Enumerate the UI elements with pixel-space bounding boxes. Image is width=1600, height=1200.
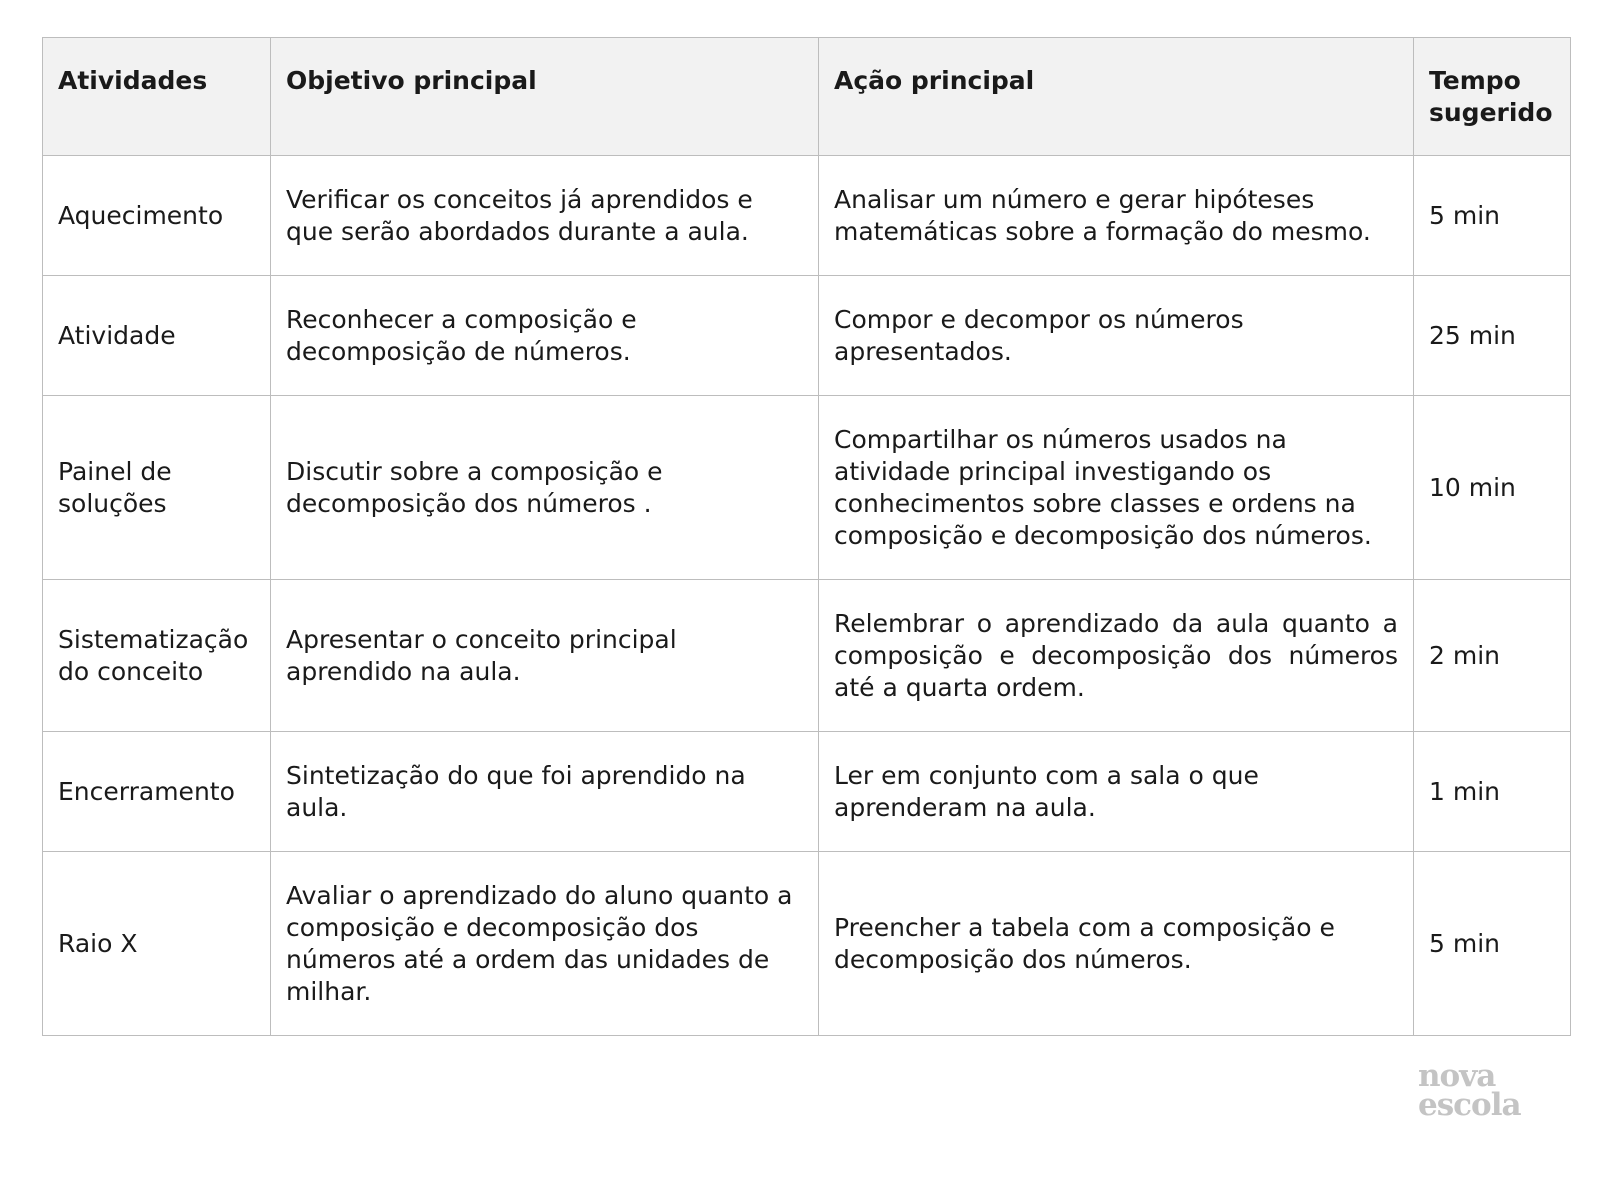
time-cell: 5 min [1414,156,1571,276]
activity-cell: Raio X [43,852,271,1036]
activity-cell: Encerramento [43,732,271,852]
action-cell: Compor e decompor os números apresentados. [819,276,1414,396]
table-row [43,852,1571,1036]
action-cell: Preencher a tabela com a composição e decomposição dos números. [819,852,1414,1036]
activity-cell: Painel de soluções [43,396,271,580]
header-time: Tempo sugerido [1414,38,1571,156]
objective-cell: Apresentar o conceito principal aprendido na aula. [271,580,819,732]
table-row [43,396,1571,580]
lesson-plan-table [42,37,1571,1036]
objective-cell: Discutir sobre a composição e decomposição dos números . [271,396,819,580]
objective-cell: Reconhecer a composição e decomposição de números. [271,276,819,396]
table-row [43,156,1571,276]
objective-cell: Sintetização do que foi aprendido na aula. [271,732,819,852]
time-cell: 25 min [1414,276,1571,396]
header-objective: Objetivo principal [271,38,819,156]
action-cell: Analisar um número e gerar hipóteses matemáticas sobre a formação do mesmo. [819,156,1414,276]
objective-cell: Verificar os conceitos já aprendidos e que serão abordados durante a aula. [271,156,819,276]
objective-cell: Avaliar o aprendizado do aluno quanto a composição e decomposição dos números até a ordem das unidades de milhar. [271,852,819,1036]
logo-line-escola: escola [1418,1087,1521,1123]
header-activities: Atividades [43,38,271,156]
table-row [43,276,1571,396]
activity-cell: Sistematização do conceito [43,580,271,732]
time-cell: 1 min [1414,732,1571,852]
action-cell: Compartilhar os números usados na atividade principal investigando os conhecimentos sobre classes e ordens na composição e decomposição dos números. [819,396,1414,580]
action-cell: Ler em conjunto com a sala o que aprenderam na aula. [819,732,1414,852]
logo-line-nova: nova [1418,1058,1496,1094]
table-row [43,732,1571,852]
time-cell: 10 min [1414,396,1571,580]
nova-escola-logo [1418,1058,1538,1123]
action-cell: Relembrar o aprendizado da aula quanto a composição e decomposição dos números até a quarta ordem. [819,580,1414,732]
table-header-row [43,38,1571,156]
time-cell: 5 min [1414,852,1571,1036]
table-row [43,580,1571,732]
header-action: Ação principal [819,38,1414,156]
activity-cell: Aquecimento [43,156,271,276]
time-cell: 2 min [1414,580,1571,732]
activity-cell: Atividade [43,276,271,396]
